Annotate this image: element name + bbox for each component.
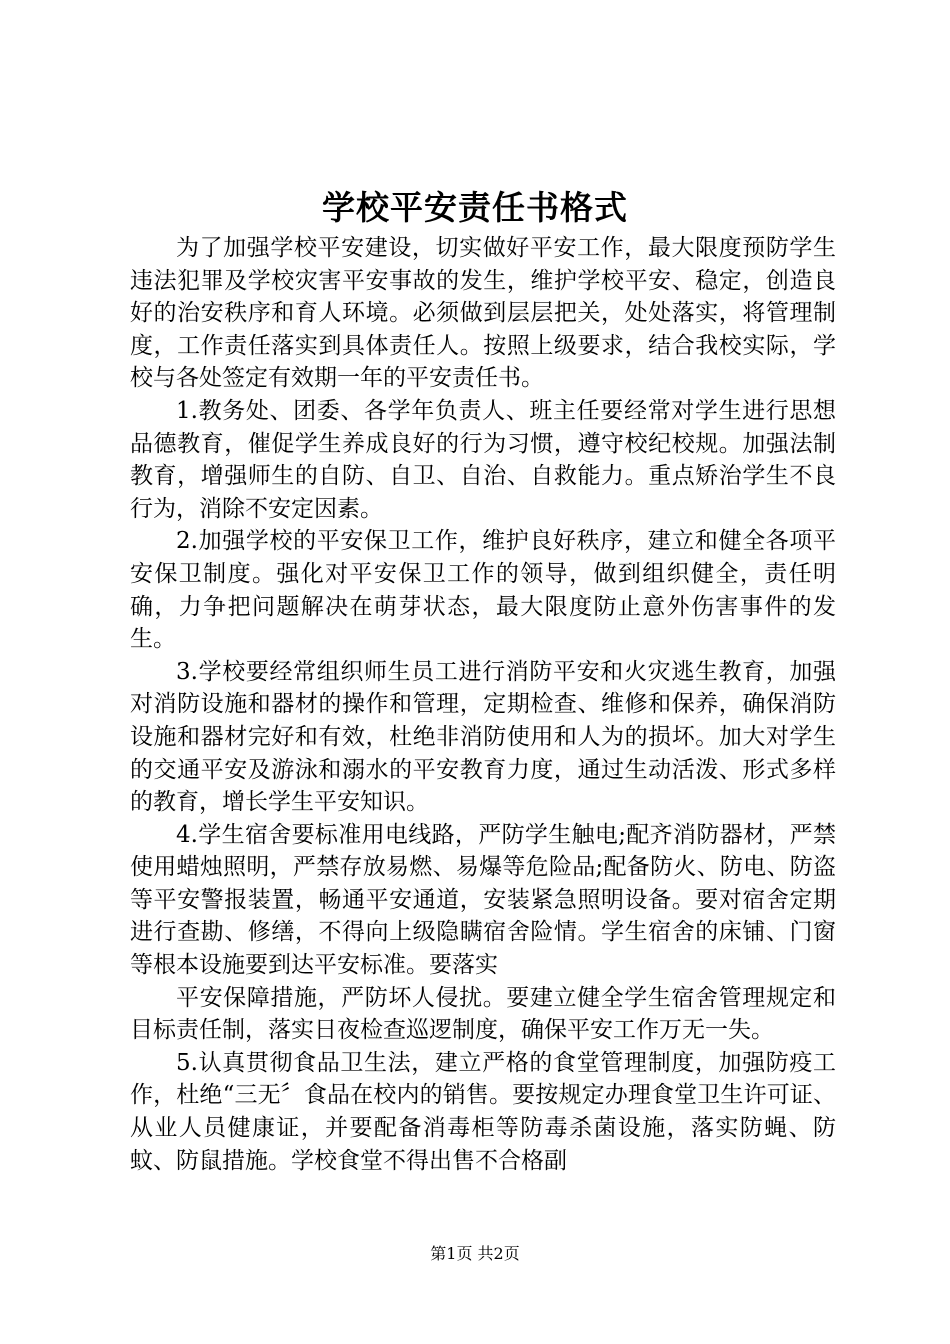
paragraph-item-4-continued: 平安保障措施，严防坏人侵扰。要建立健全学生宿舍管理规定和目标责任制，落实日夜检查巡逻制度，确保平安工作万无一失。 <box>130 984 836 1044</box>
document-body <box>130 232 836 1177</box>
page-number-footer: 第1页 共2页 <box>430 1244 520 1263</box>
document-title: 学校平安责任书格式 <box>322 188 628 227</box>
paragraph-item-3: 3.学校要经常组织师生员工进行消防平安和火灾逃生教育，加强对消防设施和器材的操作和管理，定期检查、维修和保养，确保消防设施和器材完好和有效，杜绝非消防使用和人为的损坏。加大对学生的交通平安及游泳和溺水的平安教育力度，通过生动活泼、形式多样的教育，增长学生平安知识。 <box>130 658 836 816</box>
paragraph-item-1: 1.教务处、团委、各学年负责人、班主任要经常对学生进行思想品德教育，催促学生养成良好的行为习惯，遵守校纪校规。加强法制教育，增强师生的自防、自卫、自治、自救能力。重点矫治学生不良行为，消除不安定因素。 <box>130 397 836 522</box>
paragraph-item-5: 5.认真贯彻食品卫生法，建立严格的食堂管理制度，加强防疫工作，杜绝“三无〞食品在校内的销售。要按规定办理食堂卫生许可证、从业人员健康证，并要配备消毒柜等防毒杀菌设施，落实防蝇、防蚊、防鼠措施。学校食堂不得出售不合格副 <box>130 1049 836 1174</box>
paragraph-intro: 为了加强学校平安建设，切实做好平安工作，最大限度预防学生违法犯罪及学校灾害平安事故的发生，维护学校平安、稳定，创造良好的治安秩序和育人环境。必须做到层层把关，处处落实，将管理制度，工作责任落实到具体责任人。按照上级要求，结合我校实际，学校与各处签定有效期一年的平安责任书。 <box>130 235 836 392</box>
paragraph-item-2: 2.加强学校的平安保卫工作，维护良好秩序，建立和健全各项平安保卫制度。强化对平安保卫工作的领导，做到组织健全，责任明确，力争把问题解决在萌芽状态，最大限度防止意外伤害事件的发生。 <box>130 528 836 653</box>
paragraph-item-4: 4.学生宿舍要标准用电线路，严防学生触电;配齐消防器材，严禁使用蜡烛照明，严禁存放易燃、易爆等危险品;配备防火、防电、防盗等平安警报装置，畅通平安通道，安装紧急照明设备。要对宿舍定期进行查勘、修缮，不得向上级隐瞒宿舍险情。学生宿舍的床铺、门窗等根本设施要到达平安标准。要落实 <box>130 821 836 979</box>
